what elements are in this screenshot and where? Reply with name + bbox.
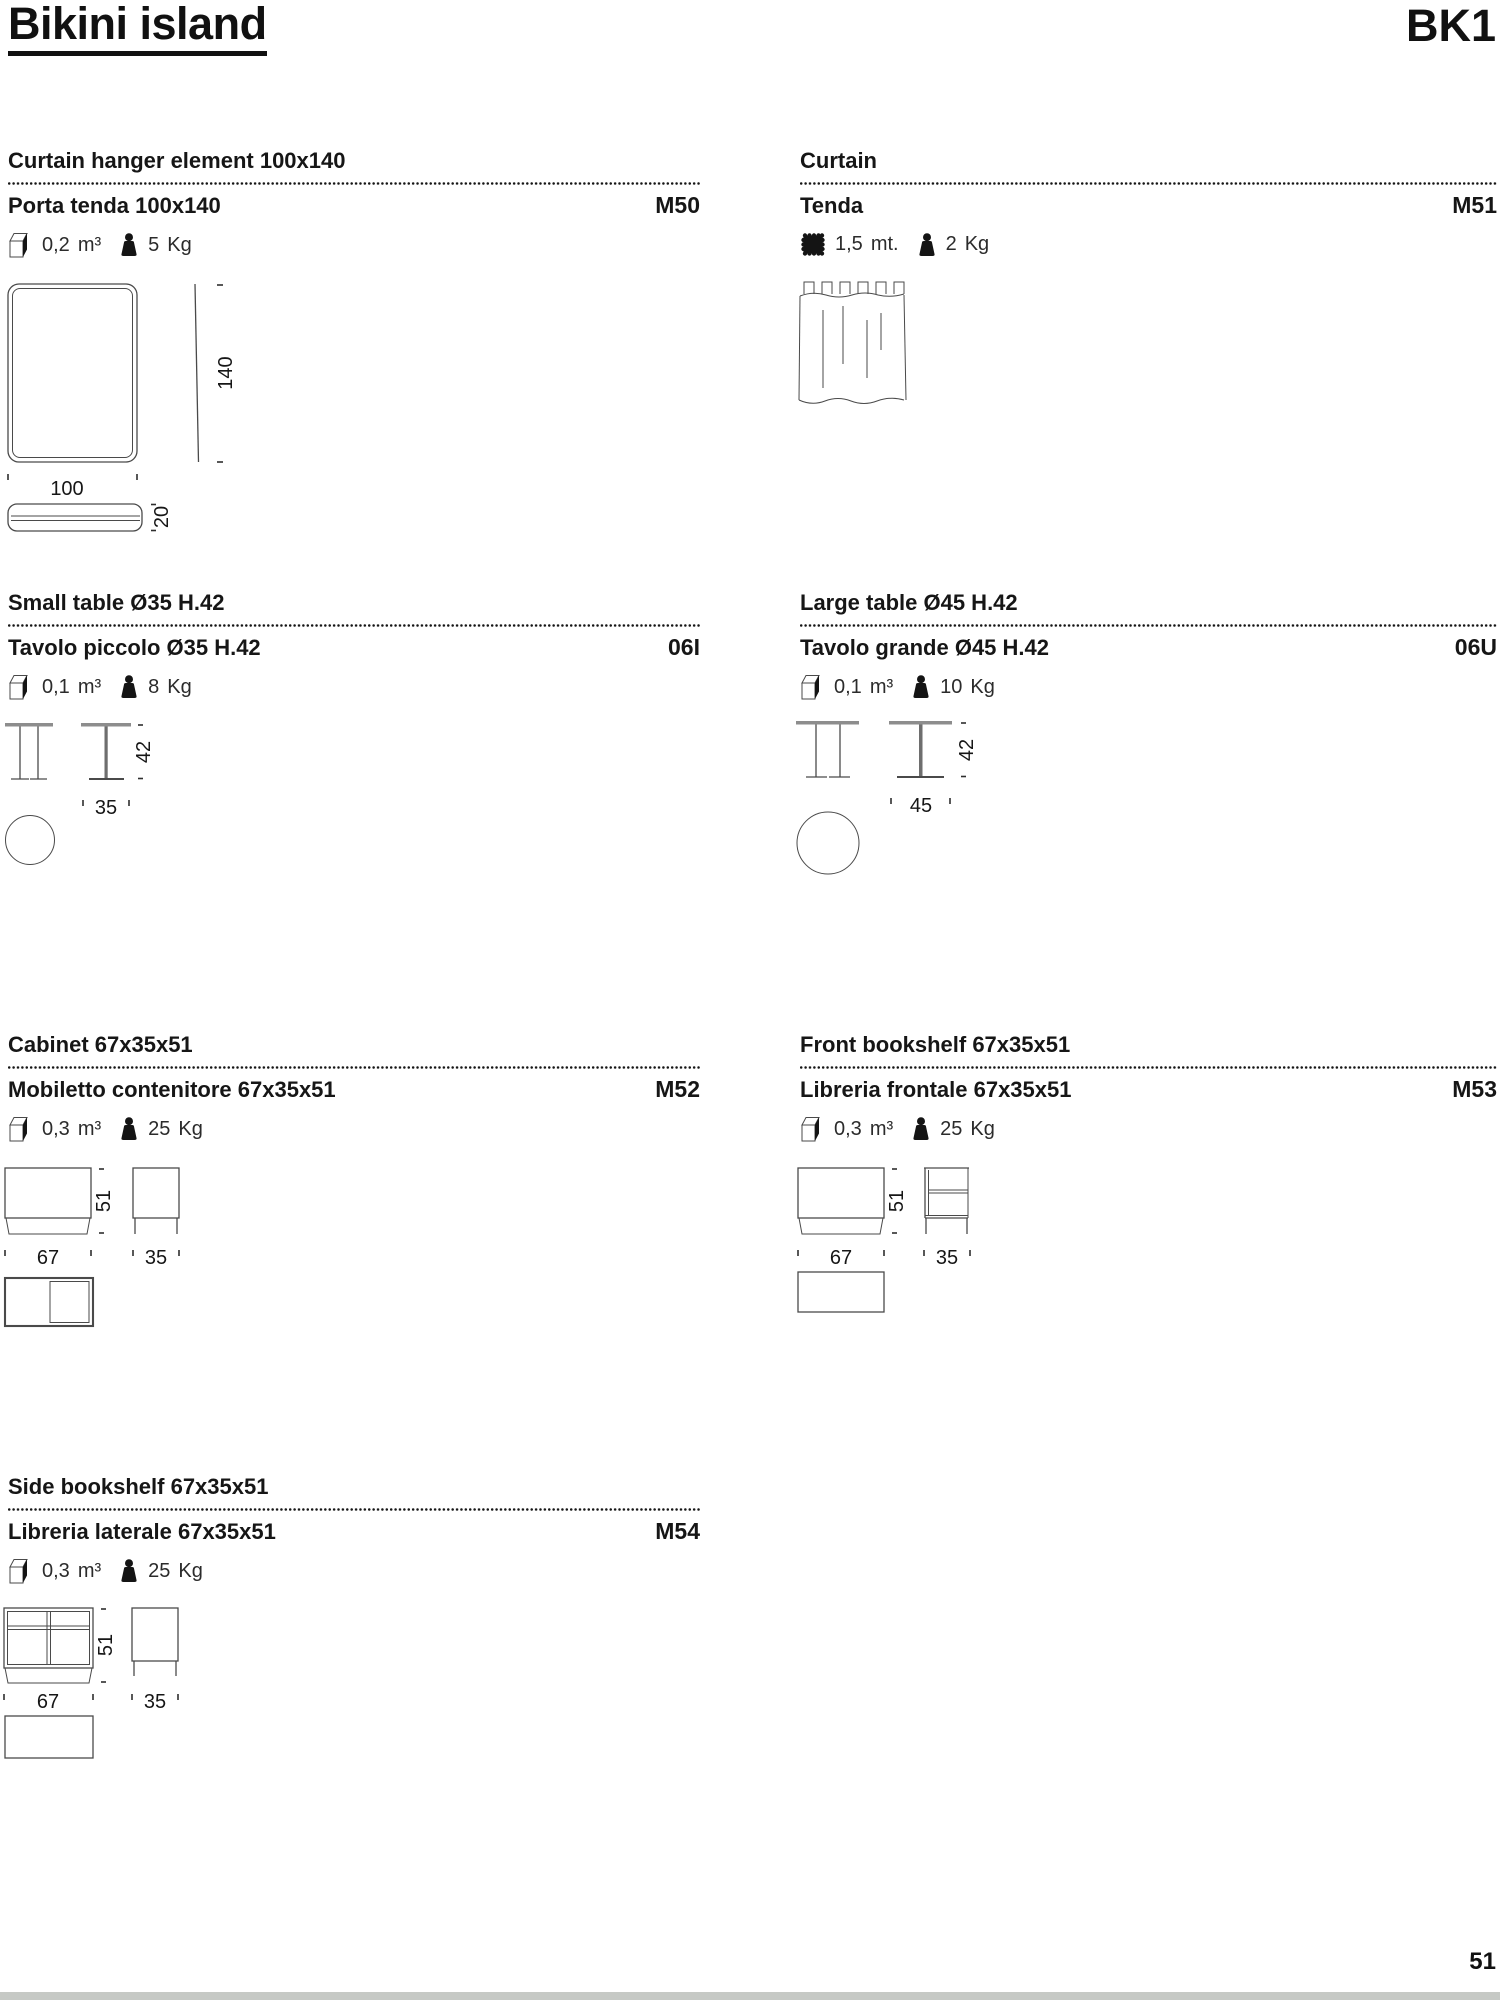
product-title-en: Curtain <box>800 148 877 173</box>
m53-front-view <box>798 1168 884 1234</box>
product-title-it: Mobiletto contenitore 67x35x51 <box>8 1077 336 1102</box>
m53-height-label: 51 <box>886 1189 908 1213</box>
page-number: 51 <box>1469 1948 1496 1975</box>
product-section-06u <box>800 590 1497 700</box>
volume-value: 0,2 <box>42 233 70 256</box>
volume-unit: m³ <box>77 233 102 256</box>
weight-value: 25 <box>940 1117 963 1140</box>
weight-unit: Kg <box>970 1117 995 1140</box>
weight-unit: Kg <box>970 675 995 698</box>
m53-top-view <box>798 1272 884 1312</box>
volume-value: 0,3 <box>834 1117 862 1140</box>
drawing-m50-technical <box>5 276 250 534</box>
product-title-en: Large table Ø45 H.42 <box>800 590 1018 615</box>
model-code: BK1 <box>1405 0 1496 51</box>
volume-value: 0,3 <box>42 1559 70 1582</box>
volume-unit: m³ <box>77 675 102 698</box>
weight-unit: Kg <box>178 1117 203 1140</box>
product-section-m52 <box>8 1032 700 1142</box>
weight-icon <box>119 675 139 699</box>
m50-front-view <box>8 284 137 462</box>
m52-width-label: 67 <box>36 1247 60 1269</box>
06u-width-label: 45 <box>909 795 933 817</box>
m52-depth-label: 35 <box>144 1247 168 1269</box>
product-specs <box>8 1558 700 1584</box>
product-title-it: Libreria frontale 67x35x51 <box>800 1077 1072 1102</box>
drawing-m52-technical <box>3 1158 213 1330</box>
weight-value: 25 <box>148 1559 171 1582</box>
volume-value: 0,1 <box>42 675 70 698</box>
fabric-value: 1,5 <box>835 233 863 255</box>
product-section-m50 <box>8 148 700 258</box>
06i-width-label: 35 <box>94 797 118 819</box>
weight-unit: Kg <box>167 675 192 698</box>
page-title: Bikini island <box>8 0 267 56</box>
product-title-it: Libreria laterale 67x35x51 <box>8 1519 276 1544</box>
m51-curtain-top-edge <box>800 293 904 297</box>
page-bottom-edge <box>0 1992 1500 2000</box>
drawing-06u-technical <box>793 708 993 883</box>
06i-front-view <box>5 723 53 779</box>
m50-depth-label: 20 <box>151 505 173 529</box>
product-title-en: Front bookshelf 67x35x51 <box>800 1032 1071 1057</box>
weight-value: 25 <box>148 1117 171 1140</box>
product-specs <box>800 1116 1497 1142</box>
06i-height-label: 42 <box>133 740 155 764</box>
product-title-en: Curtain hanger element 100x140 <box>8 148 346 173</box>
m51-curtain-bottom-edge <box>799 398 904 403</box>
product-code: 06I <box>668 634 700 660</box>
product-specs <box>8 1116 700 1142</box>
m52-height-label: 51 <box>93 1189 115 1213</box>
product-section-06i <box>8 590 700 700</box>
m53-depth-label: 35 <box>935 1247 959 1269</box>
m50-side-view <box>195 284 199 462</box>
m54-front-view <box>4 1608 93 1683</box>
drawing-06i-technical <box>3 710 178 870</box>
volume-unit: m³ <box>869 675 894 698</box>
weight-icon <box>119 233 139 257</box>
product-specs <box>8 232 700 258</box>
m51-curtain-folds <box>823 306 881 388</box>
volume-cube-icon <box>8 1116 33 1142</box>
product-section-m53 <box>800 1032 1497 1142</box>
weight-unit: Kg <box>167 233 192 256</box>
m52-front-view <box>5 1168 91 1234</box>
m54-width-label: 67 <box>36 1691 60 1713</box>
product-section-m51 <box>800 148 1497 257</box>
volume-value: 0,1 <box>834 675 862 698</box>
weight-icon <box>119 1559 139 1583</box>
weight-icon <box>119 1117 139 1141</box>
m50-height-label: 140 <box>215 356 237 390</box>
weight-unit: Kg <box>178 1559 203 1582</box>
weight-icon <box>917 233 937 257</box>
product-title-it: Tenda <box>800 193 864 218</box>
product-code: 06U <box>1454 634 1497 660</box>
weight-icon <box>911 675 931 699</box>
06i-side-view <box>81 723 131 779</box>
product-title-en: Small table Ø35 H.42 <box>8 590 225 615</box>
product-code: M52 <box>655 1076 700 1102</box>
dotted-divider <box>8 1066 700 1069</box>
volume-cube-icon <box>800 674 825 700</box>
product-code: M51 <box>1452 192 1497 218</box>
dotted-divider <box>8 624 700 627</box>
06u-front-view <box>796 721 859 777</box>
product-title-en: Side bookshelf 67x35x51 <box>8 1474 269 1499</box>
volume-unit: m³ <box>869 1117 894 1140</box>
m54-depth-label: 35 <box>143 1691 167 1713</box>
volume-value: 0,3 <box>42 1117 70 1140</box>
product-title-en: Cabinet 67x35x51 <box>8 1032 193 1057</box>
m52-side-view <box>133 1168 179 1234</box>
volume-unit: m³ <box>77 1117 102 1140</box>
m54-top-view <box>5 1716 93 1758</box>
weight-value: 2 <box>945 233 957 255</box>
m50-top-view <box>8 504 142 531</box>
product-specs <box>800 674 1497 700</box>
m52-top-view <box>5 1278 93 1326</box>
product-title-it: Tavolo piccolo Ø35 H.42 <box>8 635 261 660</box>
dotted-divider <box>8 1508 700 1511</box>
weight-icon <box>911 1117 931 1141</box>
dotted-divider <box>800 182 1497 185</box>
volume-cube-icon <box>8 674 33 700</box>
06u-top-view <box>797 812 859 874</box>
drawing-m51-curtain <box>797 278 937 423</box>
volume-cube-icon <box>8 1558 33 1584</box>
m53-side-view <box>924 1168 969 1234</box>
m54-side-view <box>132 1608 178 1676</box>
product-section-m54 <box>8 1474 700 1584</box>
volume-cube-icon <box>8 232 33 258</box>
product-specs <box>8 674 700 700</box>
volume-unit: m³ <box>77 1559 102 1582</box>
product-specs <box>800 232 1497 257</box>
product-title-it: Porta tenda 100x140 <box>8 193 221 218</box>
drawing-m53-technical <box>793 1158 1003 1318</box>
product-code: M53 <box>1452 1076 1497 1102</box>
weight-unit: Kg <box>964 233 990 255</box>
fabric-swatch-icon <box>800 232 826 257</box>
dotted-divider <box>8 182 700 185</box>
m51-curtain-tabs <box>804 282 904 294</box>
06u-side-view <box>889 721 952 777</box>
m50-width-label: 100 <box>50 478 84 500</box>
m54-height-label: 51 <box>95 1633 117 1657</box>
fabric-unit: mt. <box>870 233 899 255</box>
weight-value: 10 <box>940 675 963 698</box>
weight-value: 8 <box>148 675 160 698</box>
06i-top-view <box>6 816 55 865</box>
m53-width-label: 67 <box>829 1247 853 1269</box>
06u-height-label: 42 <box>956 738 978 762</box>
product-title-it: Tavolo grande Ø45 H.42 <box>800 635 1050 660</box>
weight-value: 5 <box>148 233 160 256</box>
dotted-divider <box>800 624 1497 627</box>
drawing-m54-technical <box>1 1596 211 1762</box>
volume-cube-icon <box>800 1116 825 1142</box>
dotted-divider <box>800 1066 1497 1069</box>
product-code: M50 <box>655 192 700 218</box>
product-code: M54 <box>655 1518 700 1544</box>
